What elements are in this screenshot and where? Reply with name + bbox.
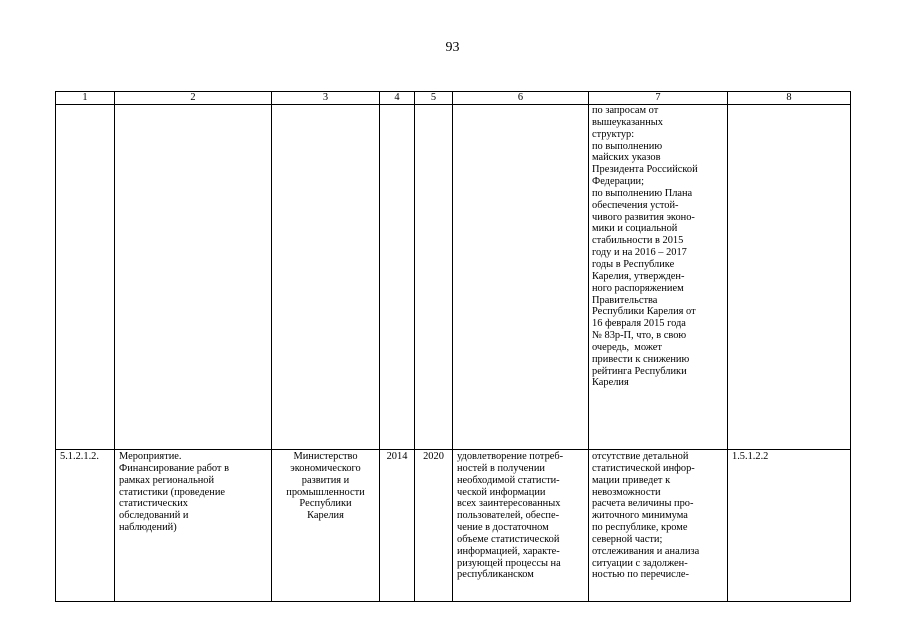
empty-cell <box>453 105 589 450</box>
header-cell-1: 1 <box>56 92 115 105</box>
empty-cell <box>380 105 415 450</box>
header-cell-3: 3 <box>272 92 380 105</box>
end-year-cell: 2020 <box>415 450 453 602</box>
empty-cell <box>415 105 453 450</box>
related-indicator-cell: 1.5.1.2.2 <box>728 450 851 602</box>
header-cell-5: 5 <box>415 92 453 105</box>
measure-name-cell: Мероприятие. Финансирование работ в рамках региональной статистики (проведение статистических обследований и наблюдений) <box>115 450 272 602</box>
start-year-cell: 2014 <box>380 450 415 602</box>
empty-cell <box>272 105 380 450</box>
item-number-cell: 5.1.2.1.2. <box>56 450 115 602</box>
header-cell-4: 4 <box>380 92 415 105</box>
empty-cell <box>115 105 272 450</box>
page-number: 93 <box>445 40 460 55</box>
table-row-continuation <box>56 105 851 450</box>
header-cell-2: 2 <box>115 92 272 105</box>
table-header-row <box>56 92 851 105</box>
header-cell-6: 6 <box>453 92 589 105</box>
table-row-item <box>56 450 851 602</box>
header-cell-7: 7 <box>589 92 728 105</box>
expected-result-cell: удовлетворение потреб- ностей в получении необходимой статисти- ческой информации всех заинтересованных пользователей, обеспе- чение в достаточном объеме статистической информацией, характе- ризующей процессы на республиканском <box>453 450 589 602</box>
empty-cell <box>728 105 851 450</box>
consequences-cell: отсутствие детальной статистической инфор- мации приведет к невозможности расчета величины про- житочного минимума по республике, кроме северной части; отслеживания и анализа ситуации с задолжен- ностью по перечисле- <box>589 450 728 602</box>
header-cell-8: 8 <box>728 92 851 105</box>
measures-table <box>55 91 851 602</box>
executor-cell: Министерство экономического развития и промышленности Республики Карелия <box>272 450 380 602</box>
consequences-continued-cell: по запросам от вышеуказанных структур: по выполнению майских указов Президента Российской Федерации; по выполнению Плана обеспечения устой- чивого развития эконо- мики и социальной стабильности в 2015 году и на 2016 – 2017 годы в Республике Карелия, утвержден- ного распоряжением Правительства Республики Карелия от 16 февраля 2015 года № 83р-П, что, в свою очередь, может привести к снижению рейтинга Республики Карелия <box>589 105 728 450</box>
empty-cell <box>56 105 115 450</box>
